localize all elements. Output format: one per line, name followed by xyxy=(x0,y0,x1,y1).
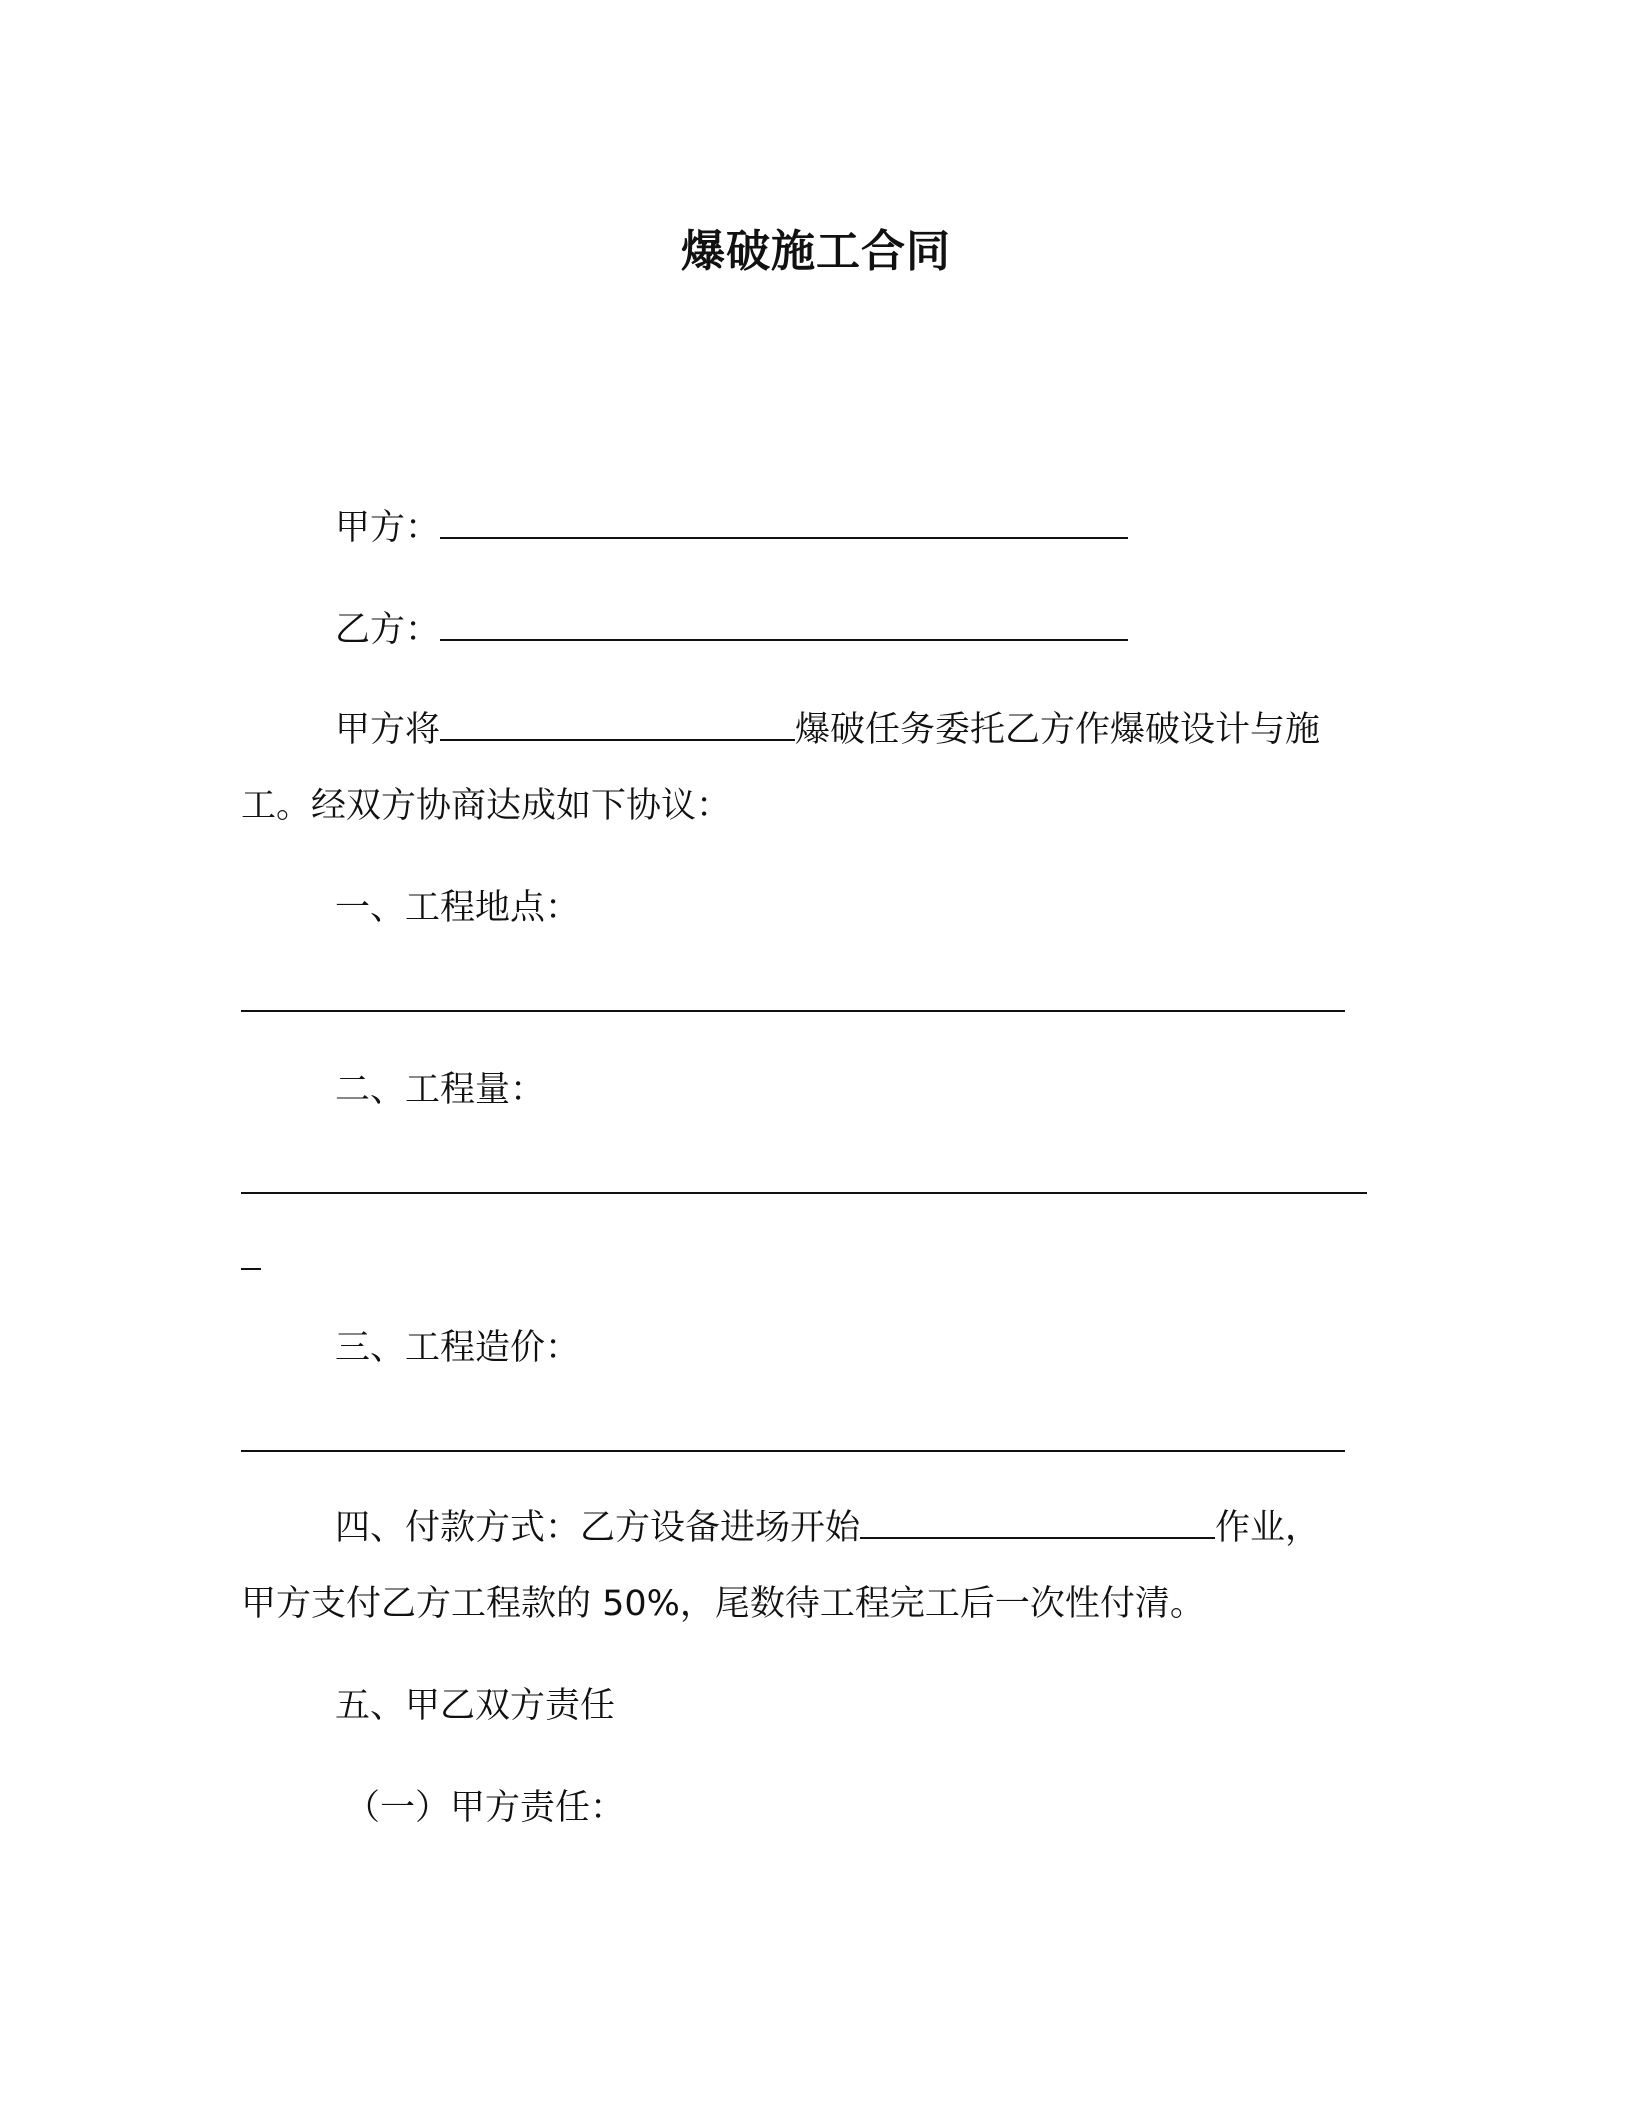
payment-blank xyxy=(860,1503,1215,1539)
intro-line-1 xyxy=(335,704,1320,756)
responsibilities-heading: 五、甲乙双方责任 xyxy=(335,1686,616,1726)
quantity-blank xyxy=(241,1192,1367,1194)
quantity-heading: 二、工程量： xyxy=(335,1070,546,1110)
location-heading: 一、工程地点： xyxy=(335,888,581,928)
payment-suffix: 作业， xyxy=(1215,1508,1321,1548)
intro-line-2: 工。经双方协商达成如下协议： xyxy=(241,786,732,826)
payment-line-2: 甲方支付乙方工程款的 50%，尾数待工程完工后一次性付清。 xyxy=(241,1584,1205,1624)
cost-blank xyxy=(241,1450,1345,1452)
party-b-blank xyxy=(440,605,1128,641)
party-b-label: 乙方： xyxy=(335,610,441,650)
payment-line-1 xyxy=(335,1502,1320,1554)
intro-blank xyxy=(440,705,795,741)
party-a-responsibilities-heading: （一）甲方责任： xyxy=(345,1788,626,1828)
payment-prefix: 四、付款方式：乙方设备进场开始 xyxy=(335,1508,861,1548)
page-title: 爆破施工合同 xyxy=(681,226,951,277)
party-a-blank xyxy=(440,503,1128,539)
location-blank xyxy=(241,1010,1345,1012)
quantity-blank-continued xyxy=(241,1268,261,1270)
party-b-line xyxy=(335,604,1128,656)
intro-suffix: 爆破任务委托乙方作爆破设计与施 xyxy=(795,710,1321,750)
intro-prefix: 甲方将 xyxy=(335,710,441,750)
party-a-line xyxy=(335,502,1128,554)
party-a-label: 甲方： xyxy=(335,508,441,548)
cost-heading: 三、工程造价： xyxy=(335,1328,581,1368)
